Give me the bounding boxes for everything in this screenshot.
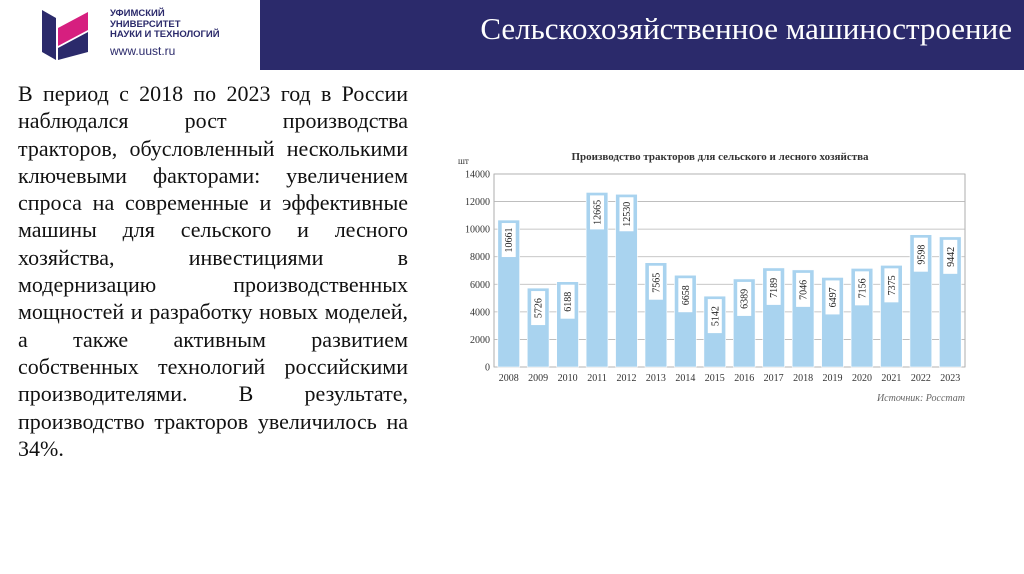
bar-value-label: 9598 <box>916 244 928 265</box>
x-tick-label: 2014 <box>675 373 696 384</box>
header <box>0 0 1024 70</box>
y-tick-label: 10000 <box>465 224 490 236</box>
logo-line-1: УФИМСКИЙ <box>110 8 165 19</box>
x-tick-label: 2011 <box>587 373 607 384</box>
chart-panel <box>450 140 980 415</box>
x-tick-label: 2022 <box>910 373 931 384</box>
bar-value-label: 12530 <box>621 201 633 227</box>
bar-value-label: 6389 <box>739 288 751 309</box>
bar-value-label: 5726 <box>533 298 545 319</box>
logo-name <box>110 9 220 41</box>
tractor-production-chart <box>450 140 980 415</box>
bar-value-label: 7565 <box>651 272 663 293</box>
bar-value-label: 7156 <box>857 278 869 299</box>
x-tick-label: 2016 <box>734 373 755 384</box>
slide-title: Сельскохозяйственное машиностроение <box>480 11 1012 46</box>
bar-value-label: 6658 <box>680 285 692 306</box>
bar-value-label: 7375 <box>886 275 898 296</box>
x-tick-label: 2012 <box>616 373 637 384</box>
y-tick-label: 4000 <box>470 307 490 319</box>
title-bar <box>260 0 1024 70</box>
logo-url-link[interactable]: www.uust.ru <box>110 44 176 58</box>
y-tick-label: 8000 <box>470 252 490 264</box>
y-tick-label: 2000 <box>470 334 490 346</box>
x-tick-label: 2019 <box>822 373 843 384</box>
chart-source: Источник: Росстат <box>876 393 965 404</box>
x-tick-label: 2010 <box>557 373 578 384</box>
x-tick-label: 2021 <box>881 373 902 384</box>
x-tick-label: 2023 <box>940 373 961 384</box>
logo-line-3: НАУКИ И ТЕХНОЛОГИЙ <box>110 29 220 40</box>
x-tick-label: 2015 <box>704 373 725 384</box>
y-tick-label: 0 <box>485 362 490 374</box>
y-axis-unit-label: шт <box>458 156 469 166</box>
bar-value-label: 12665 <box>592 199 604 225</box>
x-tick-label: 2018 <box>793 373 814 384</box>
x-tick-label: 2017 <box>763 373 784 384</box>
x-tick-label: 2020 <box>851 373 872 384</box>
y-tick-label: 14000 <box>465 169 490 181</box>
bar-value-label: 10661 <box>504 227 516 253</box>
bar-value-label: 6497 <box>828 287 840 308</box>
bar-value-label: 9442 <box>945 246 957 267</box>
bar-value-label: 6188 <box>563 291 575 312</box>
body-paragraph: В период с 2018 по 2023 год в России наблюдался рост производства тракторов, обусловленный несколькими ключевыми факторами: увеличением спроса на современные и эффективные машины для сельского и лесного хозяйства, инвестициями в модернизацию производственных мощностей и разработку новых моделей, а также активным развитием собственных технологий российскими производителями. В результате, производство тракторов увеличилось на 34%. <box>18 81 408 461</box>
x-tick-label: 2008 <box>498 373 519 384</box>
bar-value-label: 7189 <box>769 277 781 298</box>
x-tick-label: 2013 <box>645 373 666 384</box>
x-tick-label: 2009 <box>528 373 549 384</box>
university-logo-icon <box>38 8 92 62</box>
y-tick-label: 6000 <box>470 279 490 291</box>
logo-line-2: УНИВЕРСИТЕТ <box>110 18 181 30</box>
y-tick-label: 12000 <box>465 197 490 209</box>
logo[interactable] <box>0 0 260 70</box>
chart-title: Производство тракторов для сельского и лесного хозяйства <box>571 151 869 163</box>
bar-value-label: 7046 <box>798 279 810 300</box>
bar-value-label: 5142 <box>710 306 722 327</box>
